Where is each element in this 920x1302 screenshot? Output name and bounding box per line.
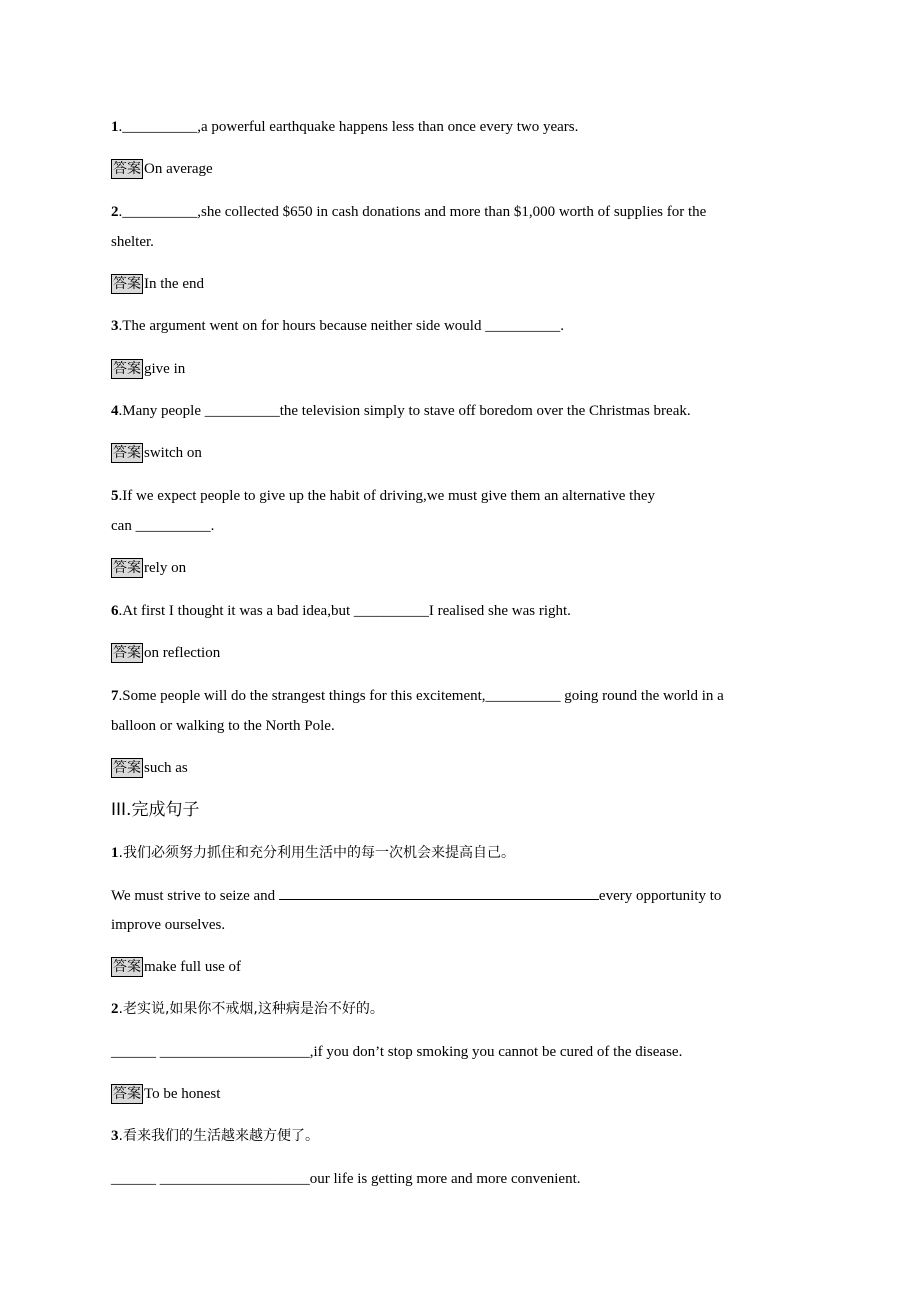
question-text: .Many people __________the television simply to stave off boredom over the Christmas break. — [118, 403, 691, 419]
question-number: 6 — [111, 603, 119, 619]
question-4 — [111, 401, 811, 421]
answer-5 — [111, 558, 811, 578]
answer-1 — [111, 159, 811, 179]
question-number: 2 — [111, 1001, 119, 1017]
answer-2 — [111, 274, 811, 294]
answer-text: make full use of — [144, 959, 242, 975]
question-number: 4 — [111, 403, 119, 419]
answer-text: give in — [144, 361, 186, 377]
answer-label: 答案 — [113, 1086, 141, 1102]
answer-blank[interactable] — [279, 885, 599, 900]
chinese-sentence: .看来我们的生活越来越方便了。 — [118, 1128, 319, 1144]
answer-text: switch on — [144, 445, 202, 461]
answer-6 — [111, 643, 811, 663]
question-7 — [111, 686, 811, 706]
answer-label: 答案 — [113, 161, 141, 177]
question-text: .The argument went on for hours because neither side would __________. — [118, 318, 564, 334]
question-number: 1 — [111, 845, 119, 861]
question-text: .__________,a powerful earthquake happens less than once every two years. — [118, 119, 579, 135]
answer-text: In the end — [144, 276, 204, 292]
question-7-cont: balloon or walking to the North Pole. — [111, 718, 335, 734]
question-2 — [111, 202, 811, 222]
answer-7 — [111, 758, 811, 778]
translation-1-prompt — [111, 843, 811, 863]
question-text: .At first I thought it was a bad idea,but __________I realised she was right. — [118, 603, 571, 619]
question-number: 7 — [111, 688, 119, 704]
answer-4 — [111, 443, 811, 463]
answer-text: on reflection — [144, 645, 221, 661]
question-2-cont: shelter. — [111, 234, 154, 250]
question-5-cont: can __________. — [111, 518, 215, 534]
sentence-end: every opportunity to — [598, 888, 722, 904]
chinese-sentence: .老实说,如果你不戒烟,这种病是治不好的。 — [118, 1001, 384, 1017]
answer-label: 答案 — [113, 361, 141, 377]
answer-3 — [111, 359, 811, 379]
answer-text: On average — [144, 161, 213, 177]
question-number: 3 — [111, 318, 119, 334]
section-heading: III.完成句子 — [111, 800, 200, 820]
answer-label: 答案 — [113, 959, 141, 975]
answer-label: 答案 — [113, 560, 141, 576]
translation-3-prompt — [111, 1126, 811, 1146]
question-number: 1 — [111, 119, 119, 135]
sentence-start: We must strive to seize and — [111, 888, 279, 904]
answer-text: rely on — [144, 560, 187, 576]
chinese-sentence: .我们必须努力抓住和充分利用生活中的每一次机会来提高自己。 — [118, 845, 515, 861]
answer-label: 答案 — [113, 760, 141, 776]
question-text: .If we expect people to give up the habit of driving,we must give them an alternative they — [118, 488, 655, 504]
translation-2-prompt — [111, 999, 811, 1019]
translation-2-line: ______ ____________________,if you don’t stop smoking you cannot be cured of the disease. — [111, 1044, 683, 1060]
answer-text: such as — [144, 760, 188, 776]
answer-s3-2 — [111, 1084, 811, 1104]
answer-label: 答案 — [113, 276, 141, 292]
question-text: .__________,she collected $650 in cash donations and more than $1,000 worth of supplies for the — [118, 204, 707, 220]
answer-text: To be honest — [144, 1086, 221, 1102]
question-number: 5 — [111, 488, 119, 504]
question-1 — [111, 117, 811, 137]
question-6 — [111, 601, 811, 621]
question-5 — [111, 486, 811, 506]
answer-label: 答案 — [113, 645, 141, 661]
answer-label: 答案 — [113, 445, 141, 461]
question-number: 3 — [111, 1128, 119, 1144]
question-3 — [111, 316, 811, 336]
translation-3-line: ______ ____________________our life is getting more and more convenient. — [111, 1171, 581, 1187]
translation-1-line — [111, 885, 811, 906]
question-text: .Some people will do the strangest things for this excitement,__________ going round the world in a — [118, 688, 724, 704]
question-number: 2 — [111, 204, 119, 220]
translation-1-cont: improve ourselves. — [111, 917, 226, 933]
answer-s3-1 — [111, 957, 811, 977]
